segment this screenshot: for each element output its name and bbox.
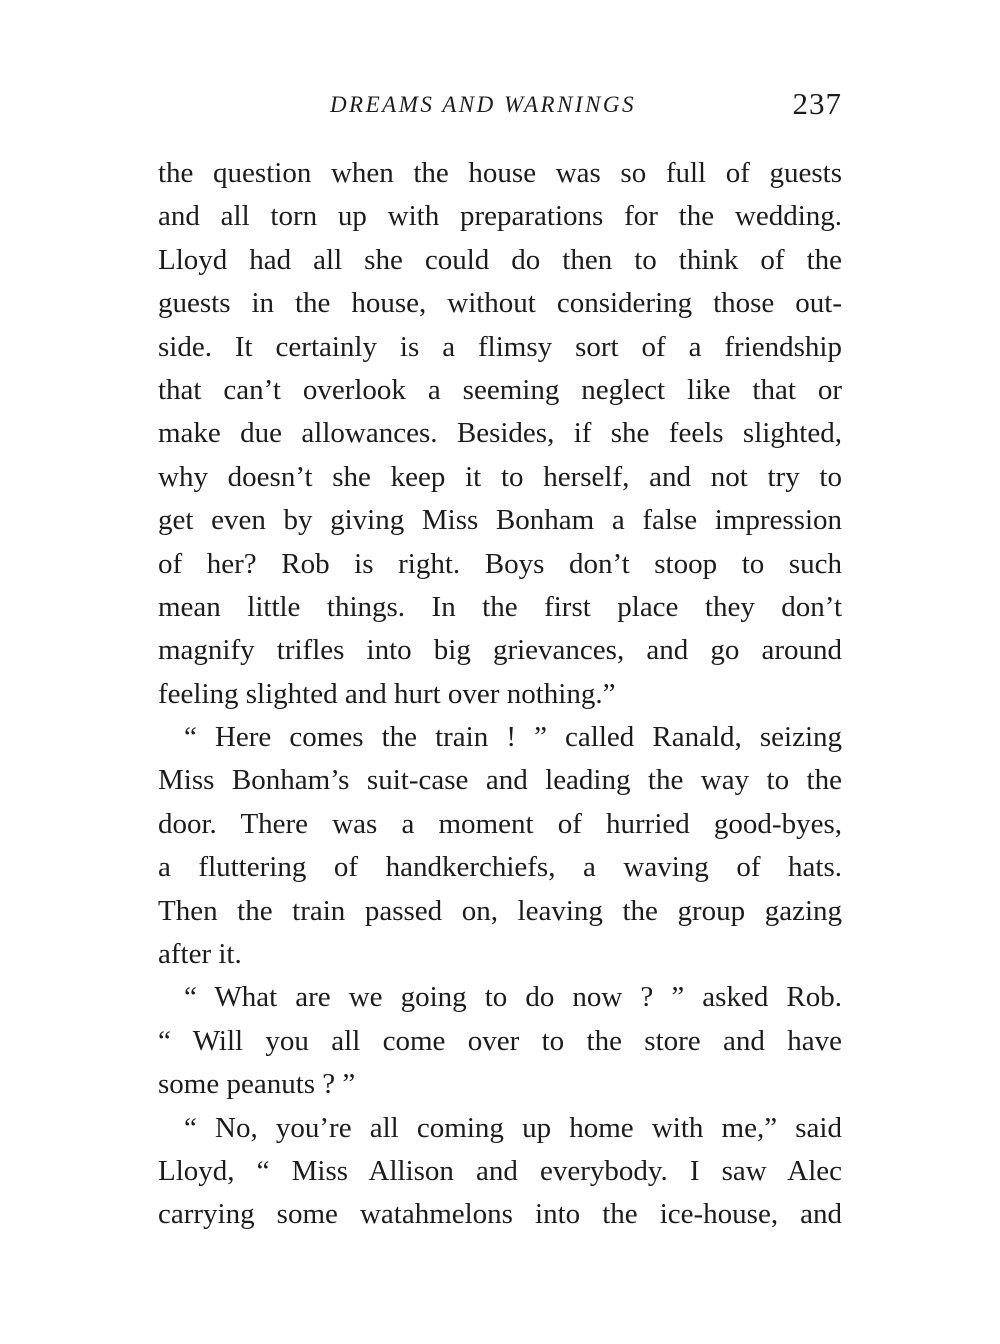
- text-line: the question when the house was so full of guests: [158, 157, 842, 189]
- text-line: make due allowances. Besides, if she feels slighted,: [158, 417, 842, 450]
- running-head: [158, 86, 842, 130]
- text-line: Lloyd, “ Miss Allison and everybody. I saw Alec: [158, 1154, 842, 1187]
- text-line: “ What are we going to do now ? ” asked Rob.: [184, 981, 842, 1014]
- text-line: some peanuts ? ”: [158, 1068, 356, 1101]
- text-line: guests in the house, without considering those out-: [158, 287, 842, 320]
- text-line: and all torn up with preparations for the wedding.: [158, 200, 842, 233]
- text-line: “ No, you’re all coming up home with me,” said: [184, 1111, 842, 1144]
- text-line: get even by giving Miss Bonham a false impression: [158, 504, 842, 537]
- text-line: magnify trifles into big grievances, and go around: [158, 634, 842, 667]
- text-line: carrying some watahmelons into the ice-house, and: [158, 1198, 842, 1231]
- body-text: [158, 152, 842, 1237]
- text-line: that can’t overlook a seeming neglect like that or: [158, 373, 842, 406]
- text-line: after it.: [158, 938, 242, 971]
- text-line: “ Will you all come over to the store and have: [158, 1024, 842, 1057]
- text-line: “ Here comes the train ! ” called Ranald, seizing: [184, 721, 842, 754]
- text-line: feeling slighted and hurt over nothing.”: [158, 677, 616, 710]
- text-line: of her? Rob is right. Boys don’t stoop to such: [158, 547, 842, 580]
- text-line: a fluttering of handkerchiefs, a waving of hats.: [158, 851, 842, 884]
- text-line: side. It certainly is a flimsy sort of a friendship: [158, 330, 842, 363]
- text-line: Lloyd had all she could do then to think of the: [158, 243, 842, 276]
- text-line: door. There was a moment of hurried good-byes,: [158, 807, 842, 840]
- text-line: mean little things. In the first place they don’t: [158, 590, 842, 623]
- page-number: 237: [792, 86, 842, 121]
- text-line: Miss Bonham’s suit-case and leading the way to the: [158, 764, 842, 797]
- running-title: DREAMS AND WARNINGS: [329, 92, 637, 117]
- text-line: Then the train passed on, leaving the group gazing: [158, 894, 842, 927]
- text-line: why doesn’t she keep it to herself, and not try to: [158, 460, 842, 493]
